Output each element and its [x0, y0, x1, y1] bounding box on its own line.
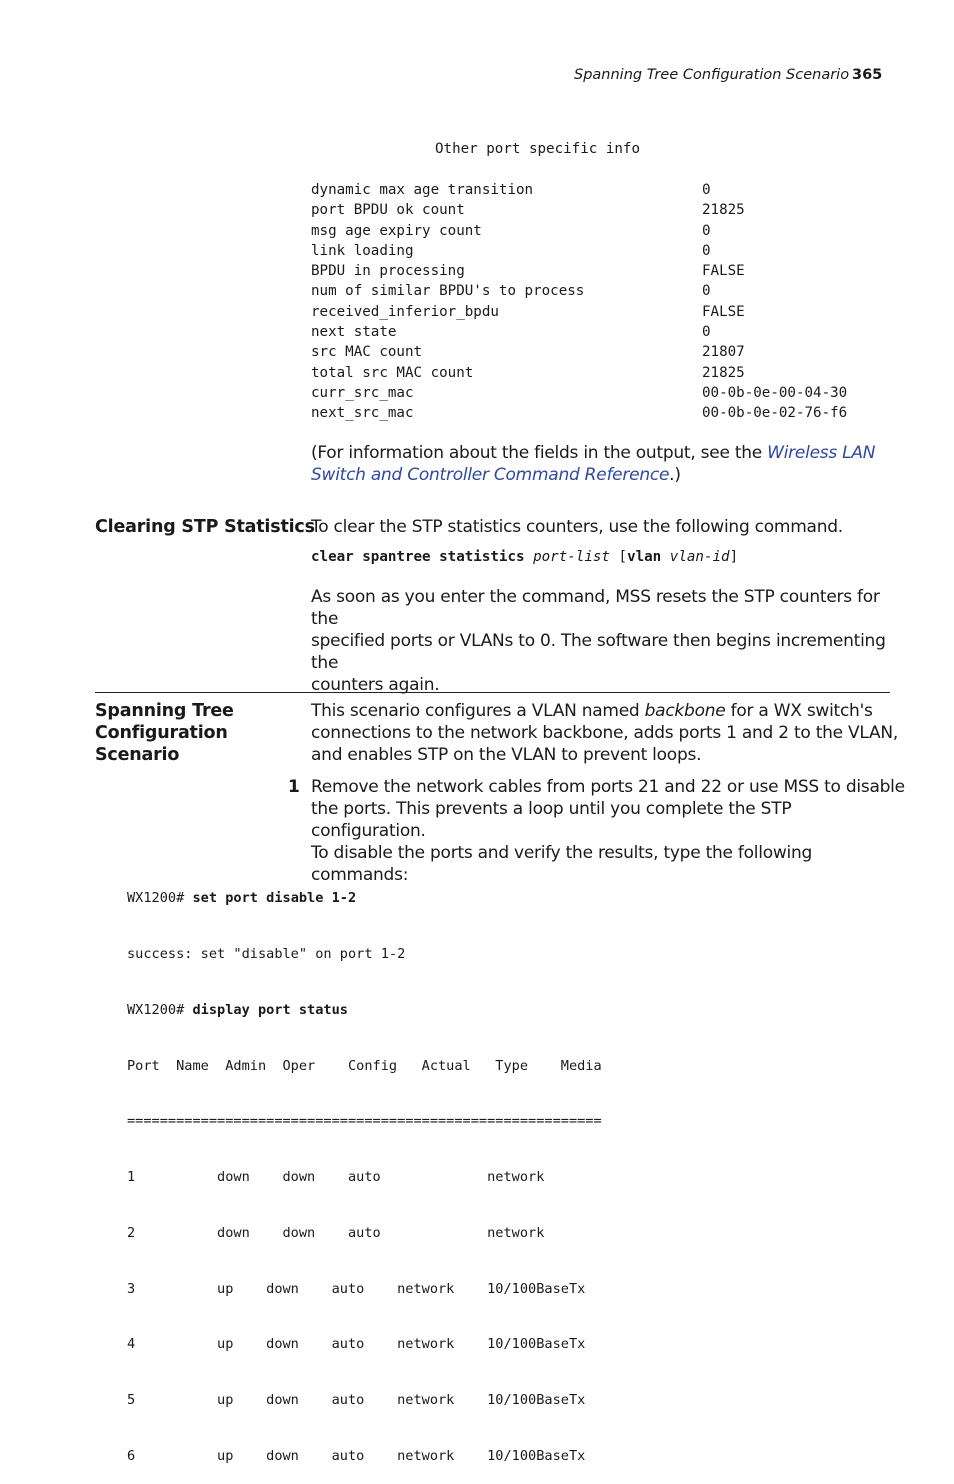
port-info-value: 00-0b-0e-02-76-f6	[702, 405, 848, 422]
info-note	[311, 442, 901, 486]
port-info-field: next_src_mac	[311, 405, 414, 422]
port-info-value: 0	[702, 182, 711, 198]
paragraph-line: Remove the network cables from ports 21 and 22 or use MSS to disable	[311, 777, 905, 797]
port-info-field: link loading	[311, 242, 414, 259]
port-info-field: received_inferior_bpdu	[311, 303, 499, 320]
port-info-field: next state	[311, 324, 397, 341]
port-info-row	[311, 363, 911, 383]
port-info-value: 21825	[702, 364, 745, 381]
port-info-field: src MAC count	[311, 344, 423, 361]
intro-text: for a WX switch's	[725, 701, 873, 721]
paragraph-line: and enables STP on the VLAN to prevent loops.	[311, 745, 702, 765]
port-info-row	[311, 241, 911, 261]
clearing-paragraph	[311, 586, 911, 696]
port-info-field: BPDU in processing	[311, 263, 465, 280]
cli-prompt: WX1200#	[127, 1001, 193, 1018]
clear-spantree-command	[311, 549, 738, 565]
paragraph-line: As soon as you enter the command, MSS resets the STP counters for the	[311, 587, 880, 629]
scenario-intro	[311, 700, 911, 766]
step-number: 1	[288, 777, 300, 797]
port-info-row	[311, 221, 911, 241]
port-info-value: FALSE	[702, 263, 745, 280]
port-info-value: 0	[702, 283, 711, 300]
cmd-keyword-vlan: vlan	[627, 549, 662, 565]
port-info-value: 00-0b-0e-00-04-30	[702, 384, 848, 401]
port-info-value: FALSE	[702, 303, 745, 320]
paragraph-line: counters again.	[311, 675, 440, 695]
port-info-row	[311, 403, 911, 423]
port-status-row: 3 up down auto network 10/100BaseTx	[127, 1280, 586, 1297]
cli-output	[127, 852, 602, 1484]
scenario-heading	[95, 700, 295, 766]
cmd-bracket-close: ]	[729, 549, 739, 565]
port-info-value: 21825	[702, 202, 745, 219]
clearing-intro: To clear the STP statistics counters, use the following command.	[311, 517, 843, 537]
port-status-row: 6 up down auto network 10/100BaseTx	[127, 1448, 586, 1464]
paragraph-line: specified ports or VLANs to 0. The software then begins incrementing the	[311, 631, 886, 673]
port-status-row: 4 up down auto network 10/100BaseTx	[127, 1336, 586, 1353]
clearing-stp-heading: Clearing STP Statistics	[95, 517, 315, 537]
port-info-field: num of similar BPDU's to process	[311, 283, 585, 300]
cmd-arg-port-list: port-list	[533, 549, 610, 565]
port-info-row	[311, 261, 911, 281]
cli-line	[127, 889, 602, 908]
heading-line: Scenario	[95, 745, 180, 765]
command-reference-link-cont[interactable]: Switch and Controller Command Reference	[311, 465, 670, 485]
running-header-title: Spanning Tree Configuration Scenario	[574, 67, 850, 83]
port-info-field: total src MAC count	[311, 364, 474, 381]
cmd-arg-vlan-id: vlan-id	[669, 549, 730, 565]
port-info-field: curr_src_mac	[311, 384, 414, 401]
port-status-row: 2 down down auto network	[127, 1224, 545, 1241]
command-reference-link[interactable]: Wireless LAN	[767, 443, 876, 463]
port-status-header: Port Name Admin Oper Config Actual Type Media	[127, 1057, 602, 1074]
port-info-field: port BPDU ok count	[311, 202, 465, 219]
port-info-row	[311, 322, 911, 342]
port-info-row	[311, 281, 911, 301]
cmd-keyword: clear spantree statistics	[311, 549, 525, 565]
paragraph-line: the ports. This prevents a loop until you complete the STP configuration.	[311, 799, 792, 841]
port-info-field: dynamic max age transition	[311, 182, 534, 198]
cli-prompt: WX1200#	[127, 890, 193, 907]
port-info-row	[311, 383, 911, 403]
port-status-separator: ==========================================================	[127, 1113, 602, 1130]
paragraph-line: connections to the network backbone, adds ports 1 and 2 to the VLAN,	[311, 723, 898, 743]
port-status-row: 1 down down auto network	[127, 1169, 545, 1186]
heading-line: Configuration	[95, 723, 228, 743]
section-divider	[95, 692, 890, 693]
cli-line	[127, 1001, 602, 1020]
port-info-value: 21807	[702, 344, 745, 361]
port-info-heading: Other port specific info	[435, 141, 640, 157]
cli-command: set port disable 1-2	[192, 890, 357, 907]
port-info-value: 0	[702, 324, 711, 341]
port-info-value: 0	[702, 242, 711, 259]
port-info-row	[311, 180, 911, 200]
page-number: 365	[852, 67, 883, 83]
intro-text: This scenario configures a VLAN named	[311, 701, 645, 721]
port-info-row	[311, 342, 911, 362]
paragraph-line: To disable the ports and verify the results, type the following commands:	[311, 843, 813, 885]
heading-line: Spanning Tree	[95, 701, 234, 721]
info-note-text: (For information about the fields in the output, see the	[311, 443, 768, 463]
port-status-row: 5 up down auto network 10/100BaseTx	[127, 1392, 586, 1409]
vlan-name-emphasis: backbone	[644, 701, 726, 721]
info-note-text-end: .)	[669, 465, 681, 485]
port-info-value: 0	[702, 222, 711, 239]
cmd-bracket-open: [	[618, 549, 628, 565]
port-info-row	[311, 200, 911, 220]
port-info-field: msg age expiry count	[311, 222, 482, 239]
port-info-table	[311, 180, 911, 424]
cli-command: display port status	[192, 1001, 348, 1018]
port-info-row	[311, 302, 911, 322]
cli-response: success: set "disable" on port 1-2	[127, 945, 406, 962]
